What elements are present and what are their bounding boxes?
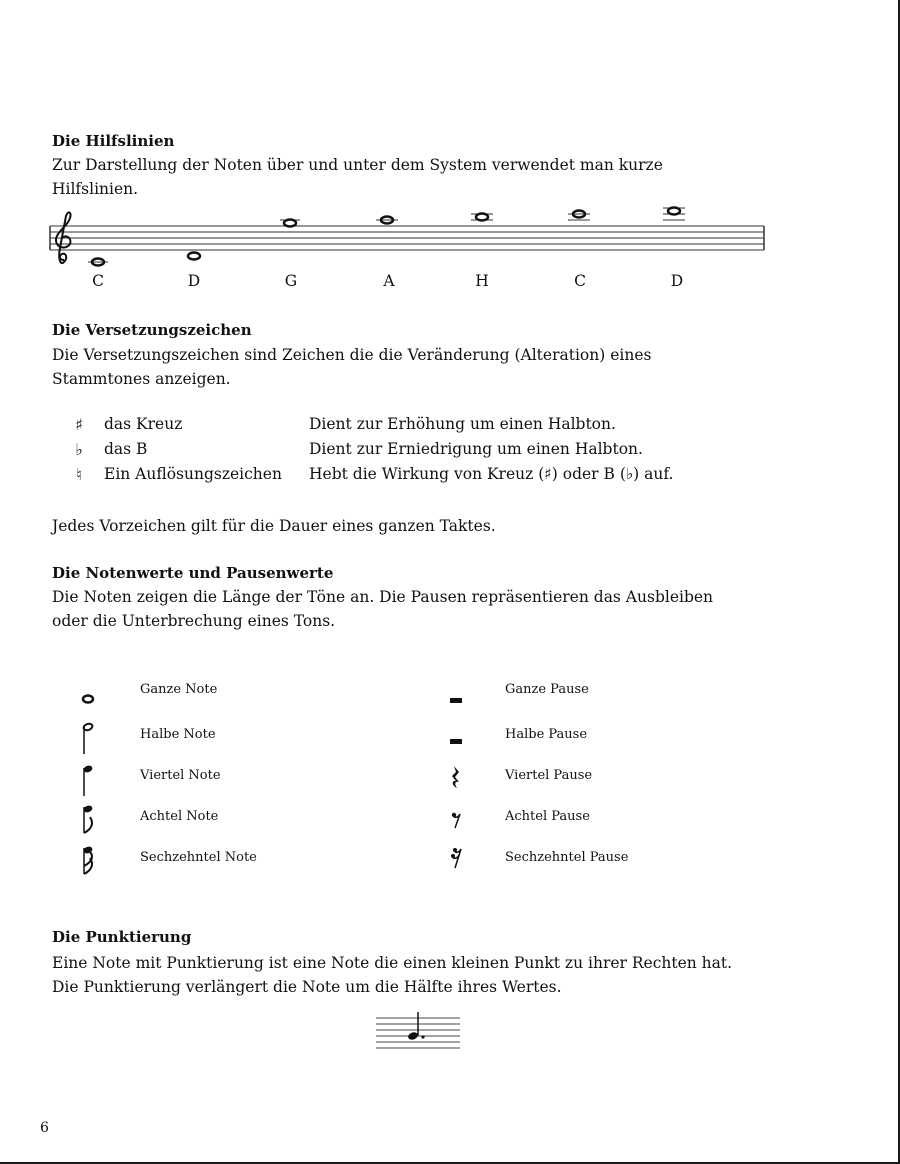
rest-value-quarter-label: Viertel Pause [505, 768, 593, 783]
accidental-name-sharp: das Kreuz [104, 415, 183, 433]
eighth-rest-icon [446, 810, 466, 832]
heading-versetzungszeichen: Die Versetzungszeichen [52, 321, 252, 339]
notenwerte-text-line-2: oder die Unterbrechung eines Tons. [52, 612, 336, 630]
note-h-high [476, 214, 488, 221]
dotted-note-staff [374, 1008, 464, 1058]
accidental-name-natural: Ein Auflösungszeichen [104, 465, 282, 483]
rest-value-whole-label: Ganze Pause [505, 682, 589, 697]
natural-icon: ♮ [76, 465, 82, 484]
sixteenth-note-icon [78, 844, 98, 884]
sixteenth-rest-icon [446, 846, 466, 872]
hilfslinien-text-line-1: Zur Darstellung der Noten über und unter dem System verwendet man kurze [52, 156, 663, 174]
note-label-d-low: D [187, 272, 201, 290]
punktierung-text-line-1: Eine Note mit Punktierung ist eine Note die einen kleinen Punkt zu ihrer Rechten hat. [52, 954, 733, 972]
page-number: 6 [40, 1120, 49, 1136]
versetzung-text-line-2: Stammtones anzeigen. [52, 370, 231, 388]
note-value-quarter-label: Viertel Note [140, 768, 221, 783]
flat-icon: ♭ [75, 440, 83, 459]
note-value-sixteenth-label: Sechzehntel Note [140, 850, 257, 865]
accidental-desc-flat: Dient zur Erniedrigung um einen Halbton. [309, 440, 643, 458]
notenwerte-text-line-1: Die Noten zeigen die Länge der Töne an. Die Pausen repräsentieren das Ausbleiben [52, 588, 714, 606]
note-label-c-high: C [574, 272, 586, 290]
whole-note-icon [78, 690, 98, 706]
sharp-icon: ♯ [75, 415, 83, 434]
versetzung-text-line-1: Die Versetzungszeichen sind Zeichen die die Veränderung (Alteration) eines [52, 346, 652, 364]
half-rest-icon [446, 734, 466, 750]
note-label-c-low: C [92, 272, 104, 290]
note-value-whole-label: Ganze Note [140, 682, 218, 697]
quarter-note-icon [78, 762, 98, 802]
note-value-half-label: Halbe Note [140, 727, 216, 742]
versetzung-note: Jedes Vorzeichen gilt für die Dauer eines ganzen Taktes. [52, 517, 496, 535]
heading-notenwerte: Die Notenwerte und Pausenwerte [52, 564, 334, 582]
note-label-d-high: D [670, 272, 684, 290]
note-d-low [188, 253, 200, 260]
punktierung-text-line-2: Die Punktierung verlängert die Note um die Hälfte ihres Wertes. [52, 978, 562, 996]
accidental-name-flat: das B [104, 440, 148, 458]
accidental-desc-natural: Hebt die Wirkung von Kreuz (♯) oder B (♭) auf. [309, 465, 674, 483]
note-label-h: H [475, 272, 489, 290]
heading-punktierung: Die Punktierung [52, 928, 192, 946]
note-g-high [284, 220, 296, 227]
dotted-quarter-note-icon [407, 1012, 424, 1041]
half-note-icon [78, 720, 98, 760]
accidental-desc-sharp: Dient zur Erhöhung um einen Halbton. [309, 415, 616, 433]
rest-value-sixteenth-label: Sechzehntel Pause [505, 850, 629, 865]
eighth-note-icon [78, 803, 98, 843]
heading-hilfslinien: Die Hilfslinien [52, 132, 175, 150]
note-label-g: G [284, 272, 298, 290]
quarter-rest-icon [446, 764, 466, 790]
hilfslinien-text-line-2: Hilfslinien. [52, 180, 139, 198]
rest-value-eighth-label: Achtel Pause [505, 809, 590, 824]
whole-rest-icon [446, 692, 466, 708]
rest-value-half-label: Halbe Pause [505, 727, 588, 742]
note-d-high [668, 208, 680, 215]
note-label-a: A [383, 272, 395, 290]
note-value-eighth-label: Achtel Note [140, 809, 219, 824]
ledger-lines-staff [0, 200, 900, 270]
